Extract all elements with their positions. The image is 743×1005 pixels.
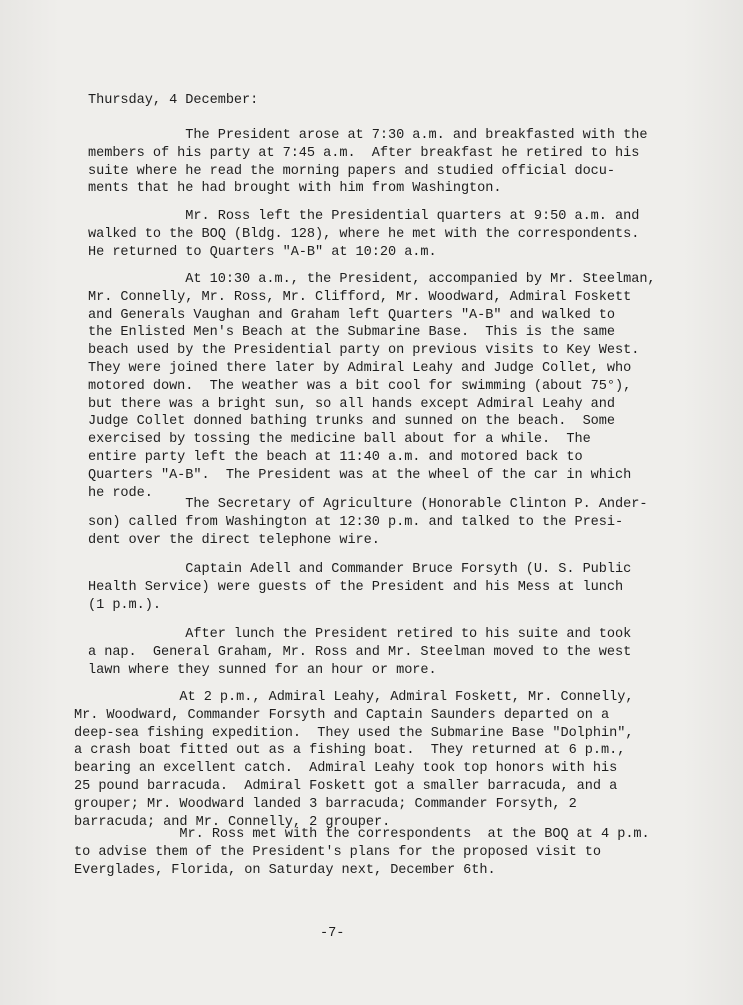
paragraph-ross-correspondents: Mr. Ross met with the correspondents at the BOQ at 4 p.m. to advise them of the President's plans for the proposed visit to Everglades, Florida, on Saturday next, December 6th. [74,827,650,878]
paragraph-nap: After lunch the President retired to his suite and took a nap. General Graham, Mr. Ross and Mr. Steelman moved to the west lawn where they sunned for an hour or more. [88,627,632,678]
paragraph-breakfast: The President arose at 7:30 a.m. and breakfasted with the members of his party at 7:45 a.m. After breakfast he retired to his suite where he read the morning papers and studied official docu- ments that he had brought with him from Washington. [88,128,648,197]
paragraph-ross-boq: Mr. Ross left the Presidential quarters at 9:50 a.m. and walked to the BOQ (Bldg. 128), where he met with the correspondents. He returned to Quarters "A-B" at 10:20 a.m. [88,209,640,260]
paragraph-lunch-guests: Captain Adell and Commander Bruce Forsyth (U. S. Public Health Service) were guests of the President and his Mess at lunch (1 p.m.). [88,562,632,613]
date-heading: Thursday, 4 December: [88,93,259,108]
paragraph-beach: At 10:30 a.m., the President, accompanied by Mr. Steelman, Mr. Connelly, Mr. Ross, Mr. Clifford, Mr. Woodward, Admiral Foskett and Generals Vaughan and Graham left Quarters "A-B" and walked to the Enlisted Men's Beach at the Submarine Base. This is the same beach used by the Presidential party on previous visits to Key West. They were joined there later by Admiral Leahy and Judge Collet, who motored down. The weather was a bit cool for swimming (about 75°), but there was a bright sun, so all hands except Admiral Leahy and Judge Collet donned bathing trunks and sunned on the beach. Some exercised by tossing the medicine ball about for a while. The entire party left the beach at 11:40 a.m. and motored back to Quarters "A-B". The President was at the wheel of the car in which he rode. [88,272,656,501]
paragraph-agriculture-call: The Secretary of Agriculture (Honorable Clinton P. Ander- son) called from Washington at 12:30 p.m. and talked to the Presi- dent over the direct telephone wire. [88,497,648,548]
paragraph-fishing: At 2 p.m., Admiral Leahy, Admiral Foskett, Mr. Connelly, Mr. Woodward, Commander Forsyth and Captain Saunders departed on a deep-sea fishing expedition. They used the Submarine Base "Dolphin", a crash boat fitted out as a fishing boat. They returned at 6 p.m., bearing an excellent catch. Admiral Leahy took top honors with his 25 pound barracuda. Admiral Foskett got a smaller barracuda, and a grouper; Mr. Woodward landed 3 barracuda; Commander Forsyth, 2 barracuda; and Mr. Connelly, 2 grouper. [74,690,634,830]
page-number: -7- [320,926,345,941]
